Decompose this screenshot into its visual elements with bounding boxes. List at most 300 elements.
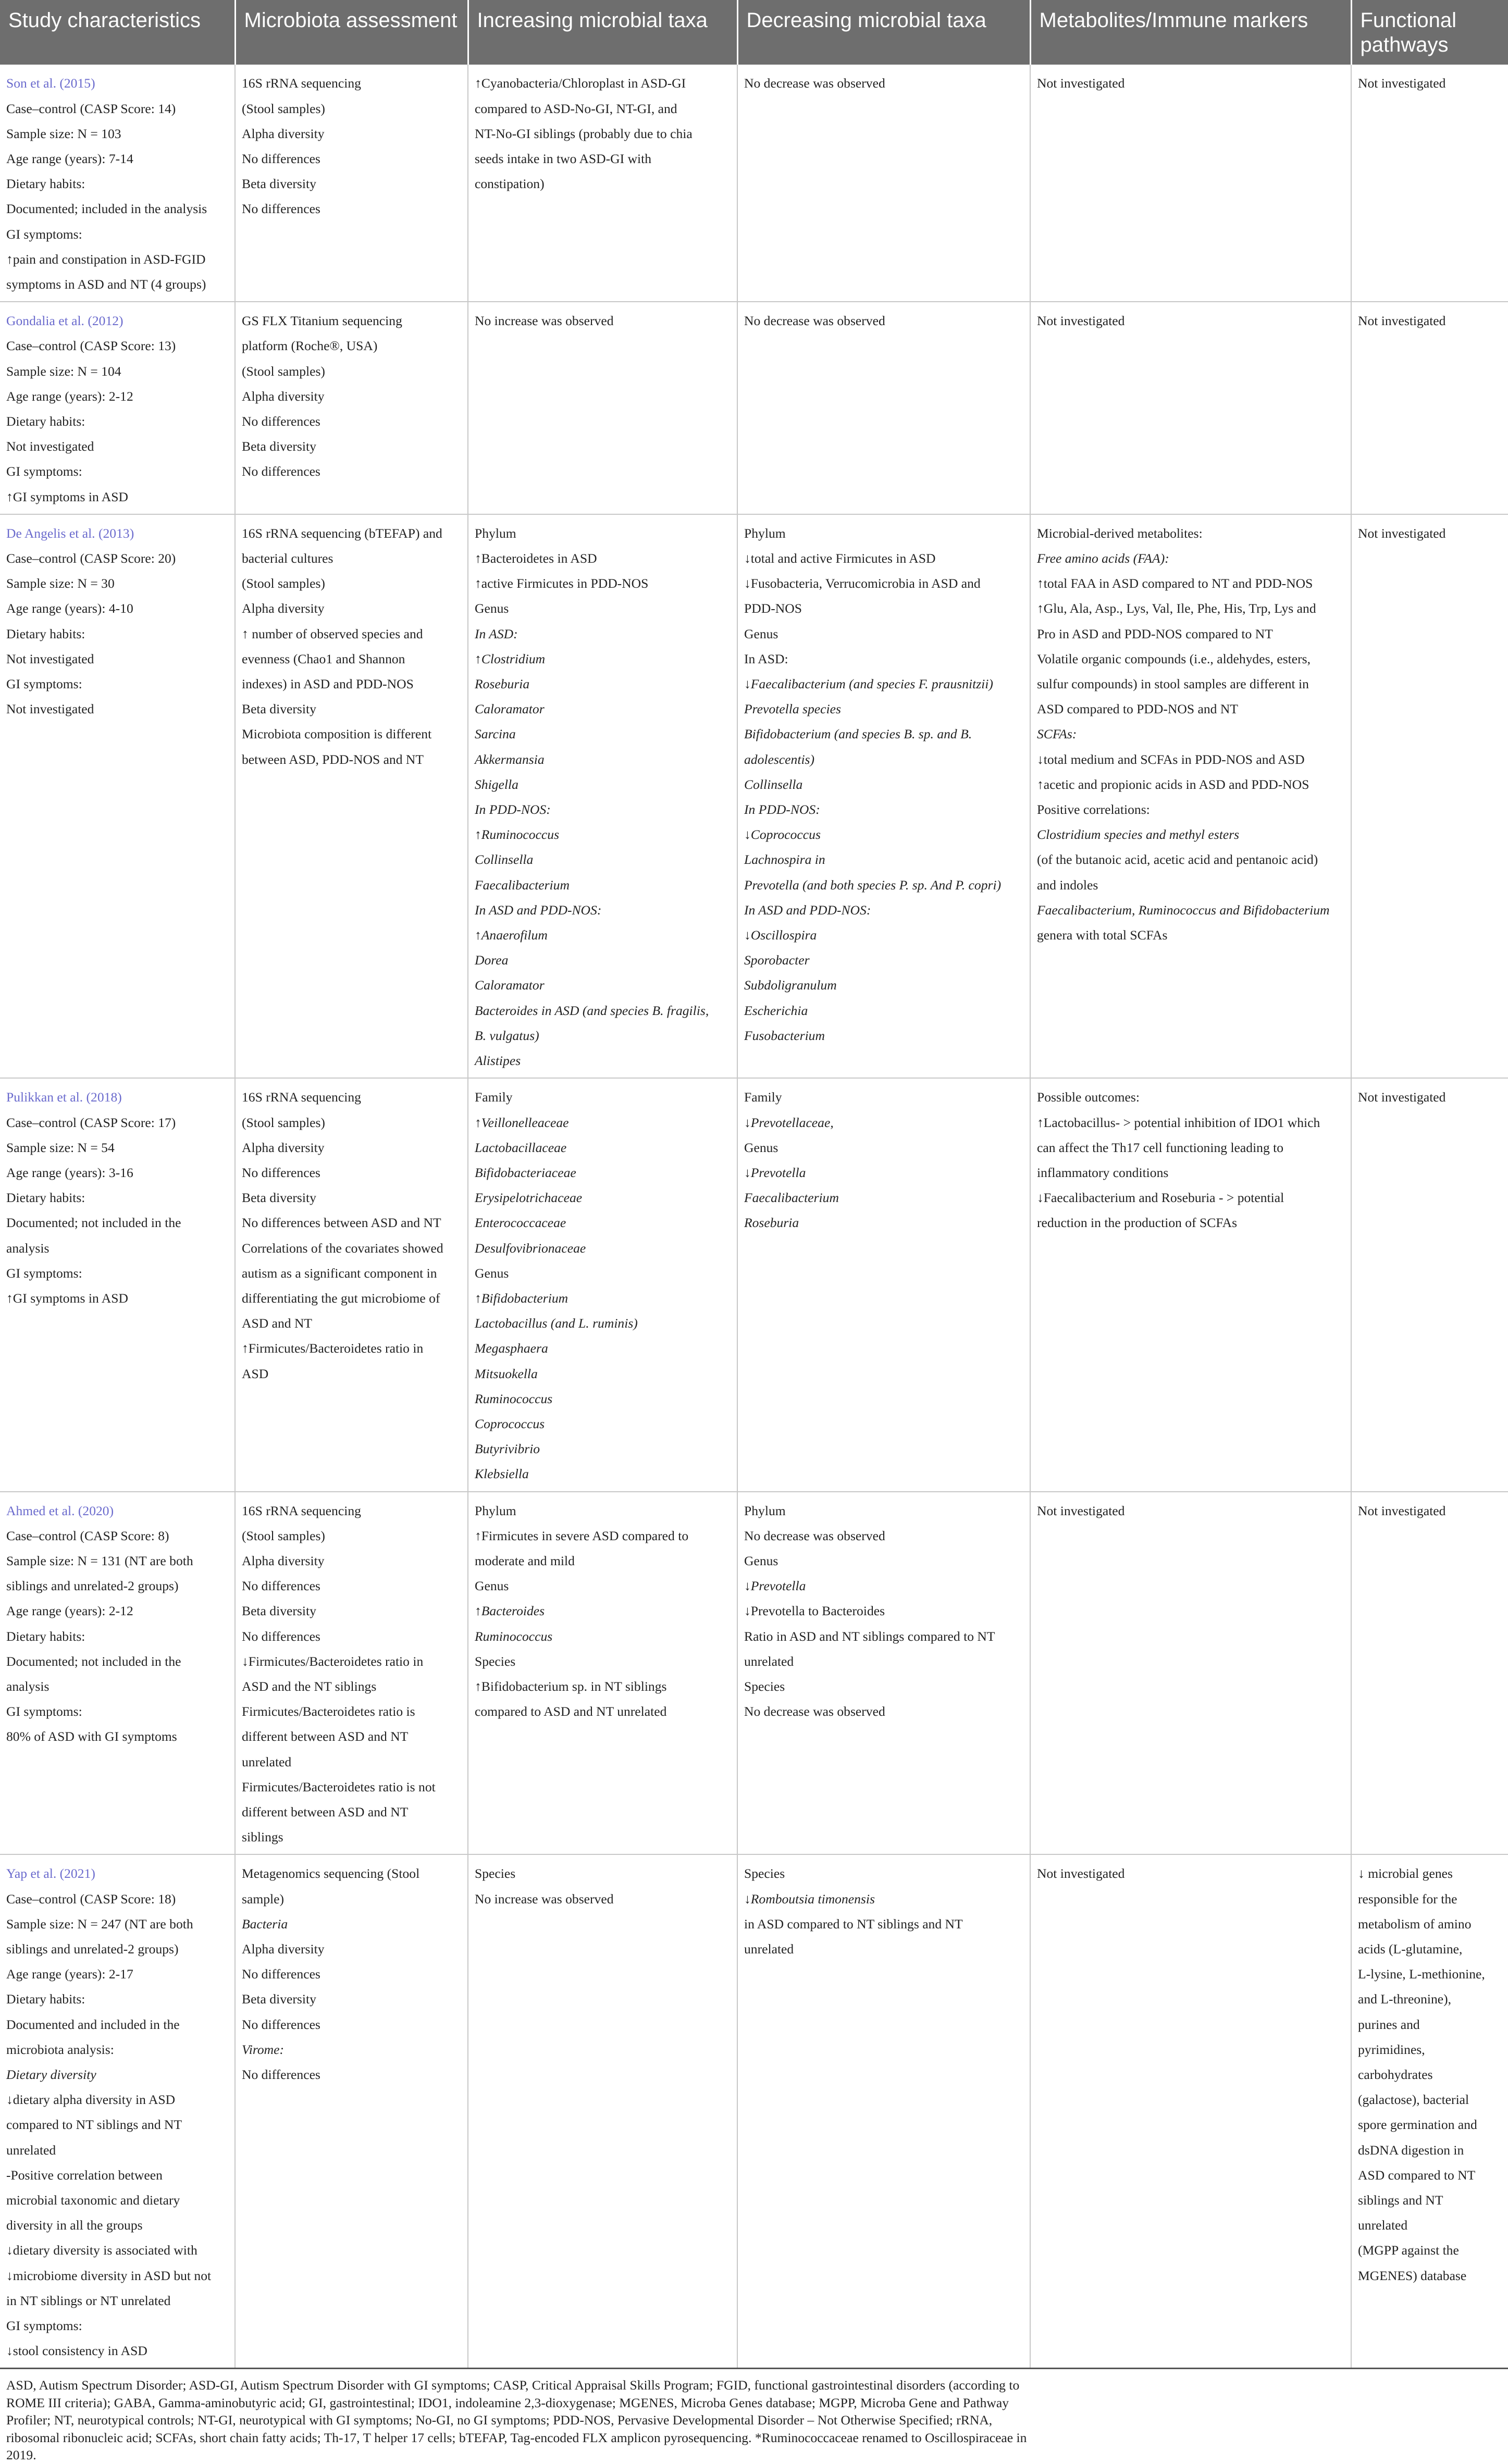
- cell-line: evenness (Chao1 and Shannon: [242, 651, 405, 666]
- cell-line: Age range (years): 7-14: [6, 151, 133, 166]
- cell-line-italic: Enterococcaceae: [475, 1215, 566, 1231]
- cell-line: ↑pain and constipation in ASD-FGID: [6, 251, 206, 267]
- cell-line-italic: In PDD-NOS:: [475, 802, 551, 818]
- cell-line: Family: [475, 1089, 513, 1105]
- cell-line: GI symptoms:: [6, 226, 82, 242]
- metabolites-cell: [1030, 65, 1351, 302]
- cell-line-italic: Collinsella: [475, 852, 534, 868]
- cell-line: Family: [744, 1089, 782, 1105]
- cell-line-italic: SCFAs:: [1037, 726, 1077, 742]
- cell-line-italic: Coprococcus: [475, 1416, 545, 1431]
- cell-line: Alpha diversity: [242, 1140, 325, 1155]
- cell-line: Beta diversity: [242, 1603, 316, 1619]
- cell-line: Sample size: N = 54: [6, 1140, 115, 1155]
- metabolites-cell: [1030, 1492, 1351, 1855]
- cell-line: GI symptoms:: [6, 1704, 82, 1719]
- cell-line: In ASD:: [744, 651, 788, 666]
- cell-line-italic: Caloramator: [475, 977, 545, 993]
- cell-line: reduction in the production of SCFAs: [1037, 1215, 1238, 1231]
- footnote-line: 2019.: [6, 2447, 36, 2463]
- header-functional-pathways: Functional pathways: [1351, 0, 1508, 65]
- cell-line: moderate and mild: [475, 1553, 575, 1568]
- cell-line: Genus: [475, 601, 509, 616]
- functional-pathways-cell: [1351, 514, 1508, 1078]
- cell-line-italic: Prevotella (and both species P. sp. And P. copri): [744, 877, 1002, 893]
- cell-line: Sample size: N = 131 (NT are both: [6, 1553, 193, 1568]
- table-footnote: [0, 2368, 1508, 2464]
- cell-line: Beta diversity: [242, 439, 316, 454]
- cell-line-italic: Dietary diversity: [6, 2067, 96, 2083]
- cell-line: Sample size: N = 247 (NT are both: [6, 1916, 193, 1931]
- cell-line: 80% of ASD with GI symptoms: [6, 1729, 177, 1744]
- study-characteristics-cell: [0, 514, 235, 1078]
- cell-line-italic: In ASD and PDD-NOS:: [744, 902, 871, 918]
- cell-line: differentiating the gut microbiome of: [242, 1290, 440, 1306]
- cell-line: MGENES) database: [1358, 2268, 1467, 2283]
- cell-line: Dietary habits:: [6, 1628, 85, 1644]
- cell-line: ↑acetic and propionic acids in ASD and PDD-NOS: [1037, 776, 1309, 792]
- cell-line: analysis: [6, 1240, 50, 1256]
- cell-line: Species: [475, 1653, 516, 1669]
- cell-line: ASD and the NT siblings: [242, 1678, 377, 1694]
- cell-line-italic: ↑Bifidobacterium: [475, 1290, 568, 1306]
- cell-line: Genus: [744, 626, 778, 641]
- cell-line: siblings and unrelated-2 groups): [6, 1578, 179, 1594]
- cell-line: No differences: [242, 201, 320, 217]
- cell-line: GI symptoms:: [6, 2318, 82, 2334]
- cell-line-italic: Megasphaera: [475, 1341, 548, 1356]
- microbiota-assessment-cell: [235, 302, 468, 514]
- cell-line: ASD and NT: [242, 1316, 313, 1331]
- cell-line: and L-threonine),: [1358, 1991, 1452, 2007]
- cell-line: GI symptoms:: [6, 676, 82, 692]
- cell-line-italic: In ASD and PDD-NOS:: [475, 902, 602, 918]
- cell-line: Alpha diversity: [242, 601, 325, 616]
- cell-line: Age range (years): 2-12: [6, 1603, 133, 1619]
- increasing-taxa-cell: [468, 65, 737, 302]
- cell-line-italic: Bifidobacteriaceae: [475, 1165, 576, 1180]
- cell-line: ↓dietary alpha diversity in ASD: [6, 2092, 176, 2108]
- cell-line: Species: [744, 1866, 785, 1881]
- cell-line: No differences: [242, 414, 320, 429]
- cell-line: No decrease was observed: [744, 313, 885, 329]
- cell-line: ↑Cyanobacteria/Chloroplast in ASD-GI: [475, 76, 686, 91]
- cell-line: in ASD compared to NT siblings and NT: [744, 1916, 963, 1931]
- cell-line-italic: ↓Oscillospira: [744, 927, 817, 943]
- cell-line: Not investigated: [1358, 313, 1446, 329]
- cell-line: Case–control (CASP Score: 18): [6, 1891, 176, 1906]
- metabolites-cell: [1030, 1854, 1351, 2368]
- cell-line: (Stool samples): [242, 1528, 325, 1543]
- footnote-line: ribosomal ribonucleic acid; SCFAs, short chain fatty acids; Th-17, T helper 17 cells; bTEFAP, Tag-encoded FLX amplicon pyrosequencing. *Ruminococcaceae renamed to Oscillospiraceae in: [6, 2430, 1027, 2445]
- cell-line: Case–control (CASP Score: 17): [6, 1115, 176, 1130]
- cell-line-italic: Desulfovibrionaceae: [475, 1240, 586, 1256]
- cell-line: Beta diversity: [242, 176, 316, 192]
- metabolites-cell: [1030, 302, 1351, 514]
- cell-line: seeds intake in two ASD-GI with: [475, 151, 652, 166]
- cell-line: Not investigated: [1037, 1866, 1125, 1881]
- cell-line-italic: Lachnospira in: [744, 852, 825, 868]
- increasing-taxa-cell: [468, 1854, 737, 2368]
- table-row: [0, 1492, 1508, 1855]
- cell-line: and indoles: [1037, 877, 1098, 893]
- cell-line: Not investigated: [6, 439, 94, 454]
- cell-line: Species: [744, 1678, 785, 1694]
- cell-line: PDD-NOS: [744, 601, 802, 616]
- cell-line: Microbial-derived metabolites:: [1037, 525, 1203, 541]
- cell-line: Dietary habits:: [6, 176, 85, 192]
- cell-line: No differences: [242, 1966, 320, 1982]
- cell-line: Case–control (CASP Score: 13): [6, 338, 176, 354]
- cell-line-italic: Roseburia: [744, 1215, 799, 1231]
- cell-line-italic: In ASD:: [475, 626, 518, 641]
- cell-line: No differences: [242, 464, 320, 479]
- cell-line: Volatile organic compounds (i.e., aldehydes, esters,: [1037, 651, 1311, 666]
- decreasing-taxa-cell: [737, 65, 1030, 302]
- footnote-line: ASD, Autism Spectrum Disorder; ASD-GI, Autism Spectrum Disorder with GI symptoms; CASP, Critical Appraisal Skills Program; FGID, functional gastrointestinal disorders (according to: [6, 2378, 1020, 2393]
- microbiota-assessment-cell: [235, 1492, 468, 1855]
- cell-line: Beta diversity: [242, 1991, 316, 2007]
- cell-line: Documented; included in the analysis: [6, 201, 207, 217]
- cell-line-italic: ↓Prevotella: [744, 1165, 806, 1180]
- cell-line: Not investigated: [1037, 313, 1125, 329]
- cell-line: Dietary habits:: [6, 1991, 85, 2007]
- footnote-line: Profiler; NT, neurotypical controls; NT-GI, neurotypical with GI symptoms; No-GI, no GI symptoms; PDD-NOS, Pervasive Developmental Disorder – Not Otherwise Specified; rRNA,: [6, 2412, 993, 2428]
- cell-line: ASD: [242, 1366, 269, 1381]
- cell-line: (Stool samples): [242, 101, 325, 116]
- decreasing-taxa-cell: [737, 302, 1030, 514]
- cell-line-italic: Mitsuokella: [475, 1366, 538, 1381]
- cell-line-italic: In PDD-NOS:: [744, 802, 820, 818]
- cell-line: Microbiota composition is different: [242, 726, 432, 742]
- cell-line: siblings: [242, 1829, 283, 1845]
- cell-line: Alpha diversity: [242, 388, 325, 404]
- cell-line: ↓Fusobacteria, Verrucomicrobia in ASD and: [744, 576, 981, 591]
- increasing-taxa-cell: [468, 514, 737, 1078]
- cell-line: Documented; not included in the: [6, 1653, 181, 1669]
- cell-line: Not investigated: [1358, 525, 1446, 541]
- cell-line: spore germination and: [1358, 2117, 1477, 2133]
- cell-line: Not investigated: [1037, 76, 1125, 91]
- cell-line: Genus: [744, 1140, 778, 1155]
- cell-line: ↑active Firmicutes in PDD-NOS: [475, 576, 649, 591]
- cell-line: (MGPP against the: [1358, 2243, 1459, 2258]
- cell-line: Metagenomics sequencing (Stool: [242, 1866, 420, 1881]
- cell-line: Positive correlations:: [1037, 802, 1150, 818]
- cell-line: Dietary habits:: [6, 626, 85, 641]
- cell-line-italic: Escherichia: [744, 1002, 808, 1018]
- cell-line: No decrease was observed: [744, 76, 885, 91]
- cell-line: ↑GI symptoms in ASD: [6, 1290, 128, 1306]
- cell-line: unrelated: [744, 1653, 794, 1669]
- cell-line: (of the butanoic acid, acetic acid and pentanoic acid): [1037, 852, 1318, 868]
- functional-pathways-cell: [1351, 65, 1508, 302]
- cell-line: Species: [475, 1866, 516, 1881]
- increasing-taxa-cell: [468, 1078, 737, 1491]
- cell-line-italic: ↑Anaerofilum: [475, 927, 548, 943]
- cell-line: autism as a significant component in: [242, 1265, 437, 1281]
- header-increasing-taxa: Increasing microbial taxa: [468, 0, 737, 65]
- cell-line: sulfur compounds) in stool samples are different in: [1037, 676, 1309, 692]
- cell-line-italic: Butyrivibrio: [475, 1441, 540, 1457]
- cell-line-italic: ↑Veillonelleaceae: [475, 1115, 569, 1130]
- cell-line: L-lysine, L-methionine,: [1358, 1966, 1485, 1982]
- cell-line-italic: ↑Ruminococcus: [475, 827, 560, 843]
- cell-line: No differences: [242, 2016, 320, 2032]
- cell-line: 16S rRNA sequencing: [242, 1503, 361, 1518]
- cell-line: ↓microbiome diversity in ASD but not: [6, 2268, 212, 2283]
- cell-line: ↑total FAA in ASD compared to NT and PDD-NOS: [1037, 576, 1313, 591]
- cell-line: No increase was observed: [475, 313, 614, 329]
- cell-line-italic: Roseburia: [475, 676, 530, 692]
- cell-line: bacterial cultures: [242, 551, 333, 566]
- cell-line: indexes) in ASD and PDD-NOS: [242, 676, 414, 692]
- cell-line: Documented; not included in the: [6, 1215, 181, 1231]
- cell-line: Not investigated: [6, 651, 94, 666]
- cell-line: 16S rRNA sequencing (bTEFAP) and: [242, 525, 442, 541]
- cell-line-italic: Bacteria: [242, 1916, 288, 1931]
- cell-line: Phylum: [744, 1503, 786, 1518]
- cell-line: Case–control (CASP Score: 8): [6, 1528, 169, 1543]
- header-study-characteristics: Study characteristics: [0, 0, 235, 65]
- header-row: [0, 0, 1508, 65]
- cell-line-italic: Klebsiella: [475, 1466, 529, 1482]
- cell-line-italic: Bacteroides in ASD (and species B. fragilis,: [475, 1002, 709, 1018]
- cell-line: Alpha diversity: [242, 1941, 325, 1957]
- cell-line: carbohydrates: [1358, 2067, 1433, 2083]
- cell-line: ↓dietary diversity is associated with: [6, 2243, 197, 2258]
- cell-line-italic: B. vulgatus): [475, 1027, 539, 1043]
- cell-line-italic: Faecalibacterium: [744, 1190, 839, 1206]
- cell-line: Sample size: N = 103: [6, 126, 121, 141]
- cell-line-italic: Faecalibacterium, Ruminococcus and Bifidobacterium: [1037, 902, 1330, 918]
- microbiota-assessment-cell: [235, 1854, 468, 2368]
- cell-line: No differences: [242, 2067, 320, 2083]
- cell-line: Phylum: [475, 1503, 516, 1518]
- cell-line: Phylum: [475, 525, 516, 541]
- cell-line: different between ASD and NT: [242, 1804, 409, 1819]
- cell-line: compared to NT siblings and NT: [6, 2117, 182, 2133]
- cell-line: ↑Bifidobacterium sp. in NT siblings: [475, 1678, 667, 1694]
- microbiota-assessment-cell: [235, 1078, 468, 1491]
- table-row: [0, 1078, 1508, 1491]
- cell-line-italic: Subdoligranulum: [744, 977, 837, 993]
- cell-line: ↓Faecalibacterium and Roseburia - > potential: [1037, 1190, 1284, 1206]
- functional-pathways-cell: [1351, 302, 1508, 514]
- cell-line: Age range (years): 3-16: [6, 1165, 133, 1180]
- metabolites-cell: [1030, 1078, 1351, 1491]
- cell-line: microbiota analysis:: [6, 2041, 114, 2057]
- cell-line: microbial taxonomic and dietary: [6, 2193, 180, 2208]
- cell-line: Genus: [475, 1578, 509, 1594]
- study-characteristics-cell: [0, 1078, 235, 1491]
- cell-line: ↓Prevotella to Bacteroides: [744, 1603, 885, 1619]
- cell-line: (Stool samples): [242, 576, 325, 591]
- footnote-line: ROME III criteria); GABA, Gamma-aminobutyric acid; GI, gastrointestinal; IDO1, indoleamine 2,3-dioxygenase; MGENES, Microba Genes database; MGPP, Microba Gene and Pathway: [6, 2395, 1009, 2410]
- cell-line: (Stool samples): [242, 363, 325, 379]
- cell-line: Firmicutes/Bacteroidetes ratio is not: [242, 1779, 436, 1794]
- cell-line: Age range (years): 2-17: [6, 1966, 133, 1982]
- cell-line-italic: Bifidobacterium (and species B. sp. and B.: [744, 726, 972, 742]
- cell-line: No differences: [242, 151, 320, 166]
- cell-line: constipation): [475, 176, 545, 192]
- cell-line: ASD compared to PDD-NOS and NT: [1037, 701, 1238, 717]
- cell-line: (galactose), bacterial: [1358, 2092, 1469, 2108]
- cell-line: Not investigated: [1358, 1089, 1446, 1105]
- cell-line: Possible outcomes:: [1037, 1089, 1140, 1105]
- cell-line-italic: Ruminococcus: [475, 1391, 553, 1406]
- cell-line: Age range (years): 2-12: [6, 388, 133, 404]
- table-row: [0, 65, 1508, 302]
- cell-line: Alpha diversity: [242, 1553, 325, 1568]
- cell-line: 16S rRNA sequencing: [242, 1089, 361, 1105]
- cell-line: unrelated: [744, 1941, 794, 1957]
- cell-line: symptoms in ASD and NT (4 groups): [6, 277, 206, 292]
- cell-line-italic: Erysipelotrichaceae: [475, 1190, 583, 1206]
- cell-line: purines and: [1358, 2016, 1420, 2032]
- cell-line: ↓ microbial genes: [1358, 1866, 1453, 1881]
- cell-line: No differences between ASD and NT: [242, 1215, 441, 1231]
- cell-line: Correlations of the covariates showed: [242, 1240, 443, 1256]
- cell-line: analysis: [6, 1678, 50, 1694]
- cell-line-italic: ↓Prevotellaceae,: [744, 1115, 834, 1130]
- table-row: [0, 302, 1508, 514]
- cell-line: Documented and included in the: [6, 2016, 180, 2032]
- cell-line: ↓stool consistency in ASD: [6, 2343, 147, 2359]
- cell-line: GS FLX Titanium sequencing: [242, 313, 402, 329]
- cell-line: ASD compared to NT: [1358, 2167, 1476, 2183]
- cell-line: Genus: [744, 1553, 778, 1568]
- cell-line: Age range (years): 4-10: [6, 601, 133, 616]
- cell-line: (Stool samples): [242, 1115, 325, 1130]
- table-body: [0, 65, 1508, 2368]
- cell-line: genera with total SCFAs: [1037, 927, 1168, 943]
- cell-line-italic: Shigella: [475, 776, 518, 792]
- decreasing-taxa-cell: [737, 1492, 1030, 1855]
- cell-line: unrelated: [242, 1754, 292, 1769]
- header-metabolites-immune: Metabolites/Immune markers: [1030, 0, 1351, 65]
- cell-line: in NT siblings or NT unrelated: [6, 2293, 171, 2308]
- cell-line: compared to ASD and NT unrelated: [475, 1704, 667, 1719]
- increasing-taxa-cell: [468, 1492, 737, 1855]
- cell-line-italic: ↓Coprococcus: [744, 827, 821, 843]
- study-characteristics-cell: [0, 1854, 235, 2368]
- cell-line-italic: ↓Romboutsia timonensis: [744, 1891, 875, 1906]
- cell-line-italic: Collinsella: [744, 776, 803, 792]
- cell-line: -Positive correlation between: [6, 2167, 163, 2183]
- cell-line: siblings and unrelated-2 groups): [6, 1941, 179, 1957]
- cell-line-italic: Dorea: [475, 952, 509, 968]
- study-citation-link[interactable]: De Angelis et al. (2013): [6, 525, 134, 541]
- cell-line: 16S rRNA sequencing: [242, 76, 361, 91]
- cell-line-italic: ↑Bacteroides: [475, 1603, 545, 1619]
- cell-line-italic: Virome:: [242, 2041, 285, 2057]
- cell-line: GI symptoms:: [6, 464, 82, 479]
- cell-line: ↑Firmicutes in severe ASD compared to: [475, 1528, 689, 1543]
- cell-line: No increase was observed: [475, 1891, 614, 1906]
- cell-line: siblings and NT: [1358, 2193, 1443, 2208]
- cell-line: Not investigated: [6, 701, 94, 717]
- cell-line: Dietary habits:: [6, 1190, 85, 1206]
- cell-line: No differences: [242, 1578, 320, 1594]
- cell-line: No decrease was observed: [744, 1528, 885, 1543]
- decreasing-taxa-cell: [737, 1854, 1030, 2368]
- study-citation-link[interactable]: Son et al. (2015): [6, 76, 95, 91]
- cell-line-italic: ↑Clostridium: [475, 651, 546, 666]
- cell-line-italic: Caloramator: [475, 701, 545, 717]
- cell-line: Ratio in ASD and NT siblings compared to NT: [744, 1628, 995, 1644]
- cell-line-italic: Ruminococcus: [475, 1628, 553, 1644]
- cell-line-italic: Alistipes: [475, 1053, 521, 1069]
- cell-line: Phylum: [744, 525, 786, 541]
- cell-line: unrelated: [1358, 2218, 1408, 2233]
- cell-line: Pro in ASD and PDD-NOS compared to NT: [1037, 626, 1273, 641]
- cell-line: ↑Firmicutes/Bacteroidetes ratio in: [242, 1341, 424, 1356]
- study-citation-link[interactable]: Gondalia et al. (2012): [6, 313, 123, 329]
- decreasing-taxa-cell: [737, 514, 1030, 1078]
- cell-line-italic: ↓Prevotella: [744, 1578, 806, 1594]
- cell-line: ↑ number of observed species and: [242, 626, 423, 641]
- cell-line: Not investigated: [1037, 1503, 1125, 1518]
- cell-line: Firmicutes/Bacteroidetes ratio is: [242, 1704, 415, 1719]
- cell-line: Genus: [475, 1265, 509, 1281]
- increasing-taxa-cell: [468, 302, 737, 514]
- study-characteristics-cell: [0, 65, 235, 302]
- cell-line-italic: adolescentis): [744, 751, 815, 767]
- cell-line: ↑Bacteroidetes in ASD: [475, 551, 597, 566]
- microbiota-assessment-cell: [235, 514, 468, 1078]
- cell-line: Beta diversity: [242, 1190, 316, 1206]
- study-citation-link[interactable]: Ahmed et al. (2020): [6, 1503, 114, 1518]
- cell-line: Not investigated: [1358, 1503, 1446, 1518]
- cell-line: No differences: [242, 1165, 320, 1180]
- cell-line: No differences: [242, 1628, 320, 1644]
- cell-line: ↑Glu, Ala, Asp., Lys, Val, Ile, Phe, His, Trp, Lys and: [1037, 601, 1316, 616]
- cell-line: platform (Roche®, USA): [242, 338, 378, 354]
- cell-line: NT-No-GI siblings (probably due to chia: [475, 126, 693, 141]
- study-citation-link[interactable]: Yap et al. (2021): [6, 1866, 95, 1881]
- cell-line: Case–control (CASP Score: 20): [6, 551, 176, 566]
- functional-pathways-cell: [1351, 1492, 1508, 1855]
- metabolites-cell: [1030, 514, 1351, 1078]
- cell-line-italic: Faecalibacterium: [475, 877, 570, 893]
- cell-line: responsible for the: [1358, 1891, 1457, 1906]
- cell-line-italic: Sarcina: [475, 726, 516, 742]
- cell-line: GI symptoms:: [6, 1265, 82, 1281]
- cell-line: ↓total and active Firmicutes in ASD: [744, 551, 936, 566]
- header-microbiota-assessment: Microbiota assessment: [235, 0, 468, 65]
- cell-line-italic: Clostridium species and methyl esters: [1037, 827, 1240, 843]
- cell-line: inflammatory conditions: [1037, 1165, 1169, 1180]
- cell-line: between ASD, PDD-NOS and NT: [242, 751, 424, 767]
- header-decreasing-taxa: Decreasing microbial taxa: [737, 0, 1030, 65]
- cell-line-italic: Free amino acids (FAA):: [1037, 551, 1169, 566]
- cell-line: sample): [242, 1891, 285, 1906]
- cell-line: Sample size: N = 30: [6, 576, 115, 591]
- cell-line-italic: Sporobacter: [744, 952, 810, 968]
- cell-line-italic: Lactobacillus (and L. ruminis): [475, 1316, 638, 1331]
- cell-line: Sample size: N = 104: [6, 363, 121, 379]
- cell-line-italic: ↓Faecalibacterium (and species F. prausnitzii): [744, 676, 993, 692]
- cell-line: pyrimidines,: [1358, 2041, 1425, 2057]
- study-characteristics-cell: [0, 302, 235, 514]
- cell-line: diversity in all the groups: [6, 2218, 143, 2233]
- cell-line: dsDNA digestion in: [1358, 2142, 1464, 2158]
- study-citation-link[interactable]: Pulikkan et al. (2018): [6, 1089, 122, 1105]
- table-row: [0, 1854, 1508, 2368]
- cell-line: acids (L-glutamine,: [1358, 1941, 1463, 1957]
- cell-line: Beta diversity: [242, 701, 316, 717]
